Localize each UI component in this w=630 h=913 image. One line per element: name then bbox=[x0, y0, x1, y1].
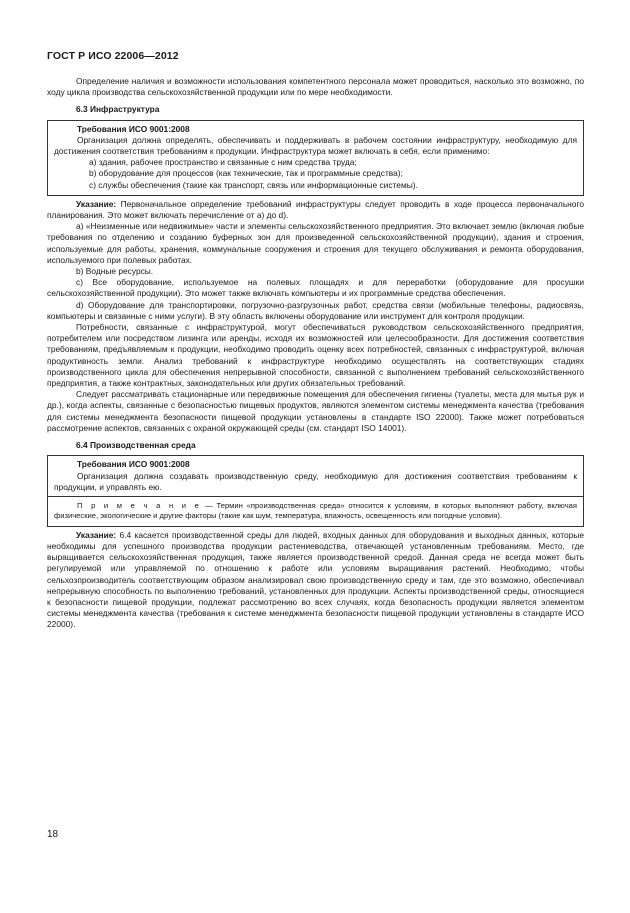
running-header: ГОСТ Р ИСО 22006—2012 bbox=[47, 50, 179, 62]
note-label: П р и м е ч а н и е bbox=[77, 500, 202, 510]
note-paragraph bbox=[54, 501, 577, 522]
paragraph-infrastructure-needs: Потребности, связанные с инфраструктурой, могут обеспечиваться руководством сельскохозяйственного предприятия, потребителем или посредством лизинга или аренды, исходя их возможностей или целесообразности. Для достижения соответствия требованиям, предъявляемым к продукции, необходимо проводить оценку всех потребностей, связанных с инфраструктурой, включая продуктивность земли. Анализ требований к инфраструктуре необходимо осуществлять на соответствующих стадиях производственного цикла для обеспечения непрерывной способности, связанной с выполнением требований сельскохозяйственного предприятия, а также контрактных, законодательных или других обязательных требований. bbox=[47, 322, 584, 389]
box-text: Организация должна определять, обеспечивать и поддерживать в рабочем состоянии инфраструктуру, необходимую для достижения соответствия требованиям к продукции. Инфраструктура может включать в себя, если применимо: bbox=[54, 134, 577, 157]
paragraph-a: a) «Неизменные или недвижимые» части и элементы сельскохозяйственного предприятия. Это включает землю (включая любые требования по отделению и созданию буферных зон для произведенной сельскохозяйственной продукции), здания и строения, используемые для работы, хранения, коммунальные сооружения и строения для текущего обслуживания и ремонта оборудования, используемого при полевых работах. bbox=[47, 221, 584, 265]
guidance-label: Указание: bbox=[76, 529, 117, 540]
box-title: Требования ИСО 9001:2008 bbox=[77, 123, 190, 134]
paragraph-b: b) Водные ресурсы. bbox=[76, 266, 154, 277]
guidance-paragraph-6-4 bbox=[47, 530, 584, 631]
paragraph-c: c) Все оборудование, используемое на полевых площадях и для переработки (оборудование для просушки сельскохозяйственной продукции). Это может также включать компьютеры и их программные средства обеспечения. bbox=[47, 277, 584, 299]
section-6-4-title: 6.4 Производственная среда bbox=[76, 440, 196, 451]
note-text: — Термин «производственная среда» относится к условиям, в которых выполняют работу, включая физические, экологические и другие факторы (такие как шум, температура, влажность, освещенность или погодные условия). bbox=[54, 500, 578, 521]
guidance-text: Первоначальное определение требований инфраструктуры следует проводить в ходе процесса первоначального планирования. Это может включать перечисление от a) до d). bbox=[47, 198, 584, 221]
box-text: Организация должна создавать производственную среду, необходимую для достижения соответствия требованиям к продукции, и управлять ею. bbox=[54, 470, 577, 492]
page-content bbox=[47, 76, 584, 631]
guidance-label: Указание: bbox=[76, 198, 117, 209]
page-number: 18 bbox=[47, 829, 59, 840]
guidance-paragraph-6-3 bbox=[47, 199, 584, 221]
box-title: Требования ИСО 9001:2008 bbox=[77, 459, 190, 470]
box-item-b: b) оборудование для процессов (как технические, так и программные средства); bbox=[89, 168, 403, 179]
intro-paragraph: Определение наличия и возможности использования компетентного персонала может проводиться, насколько это возможно, по ходу цикла производства сельскохозяйственной продукции или по мере необходимости. bbox=[47, 76, 584, 98]
section-6-3-title: 6.3 Инфраструктура bbox=[76, 104, 160, 115]
paragraph-d: d) Оборудование для транспортировки, погрузочно-разгрузочных работ, средства связи (мобильные телефоны, радиосвязь, компьютеры и связанные с ними услуги). В эту область включены оборудование или инструмент для контроля продукции. bbox=[47, 299, 584, 321]
box-item-c: c) службы обеспечения (такие как транспорт, связь или информационные системы). bbox=[89, 179, 418, 190]
box-item-a: a) здания, рабочее пространство и связанные с ним средства труда; bbox=[89, 157, 357, 168]
iso-requirements-box-6-3 bbox=[47, 120, 584, 196]
iso-requirements-box-6-4 bbox=[47, 455, 584, 526]
paragraph-hygiene: Следует рассматривать стационарные или передвижные помещения для обеспечения гигиены (туалеты, места для мытья рук и др.), когда аспекты, связанные с безопасностью пищевых продуктов, являются элементом системы менеджмента качества (требования для системы менеджмента безопасности пищевой продукции установлены в стандарте ISO 22000). Также может потребоваться рассмотрение аспектов, связанных с охраной окружающей среды (см. стандарт ISO 14001). bbox=[47, 389, 584, 433]
note-block bbox=[48, 496, 583, 522]
guidance-text: 6.4 касается производственной среды для людей, входных данных для оборудования и выходных данных, которые необходимы для успешного производства продукции растениеводства, отвечающей установленным требованиям. Место, где выращивается сельскохозяйственная продукция, также является производственной средой. Данная среда не всегда может быть регулируемой или управляемой по отношению к работе или условиям выращивания растений. Необходимо, чтобы сельхозпроизводитель соответствующим образом анализировал свою производственную среду и там, где это возможно, обеспечивал непрерывную способность по выполнению требований, установленных для продукции. Аспекты производственной среды, относящиеся к безопасности пищевой продукции, подлежат рассмотрению во всех случаях, когда безопасность продукции является элементом системы менеджмента качества (требования к системе менеджмента безопасности пищевой продукции установлены в стандарте ИСО 22000). bbox=[47, 529, 584, 630]
